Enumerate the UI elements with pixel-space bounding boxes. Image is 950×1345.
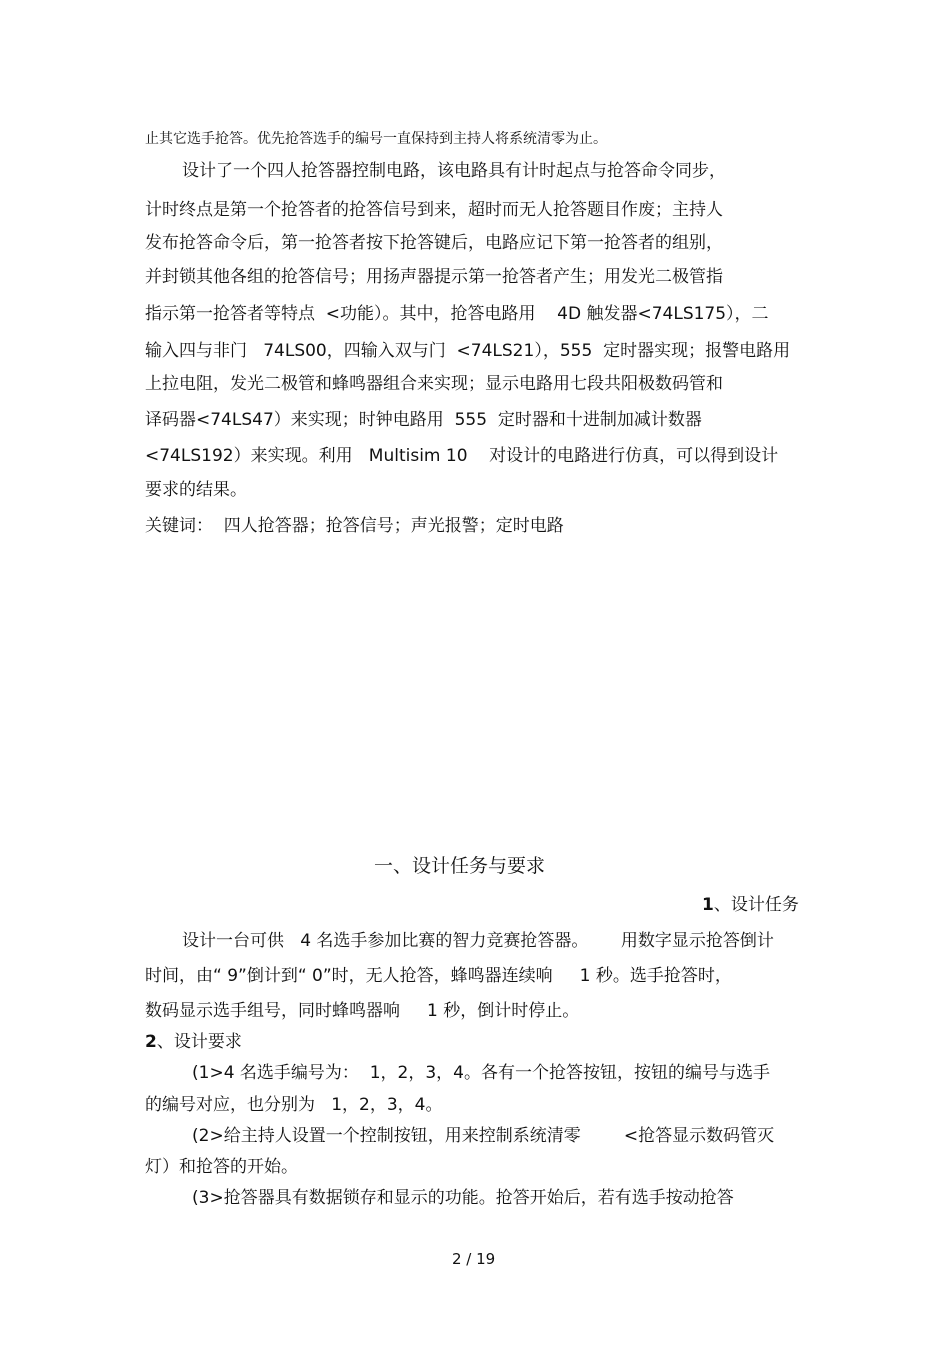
abstract-line-0: 止其它选手抢答。优先抢答选手的编号一直保持到主持人将系统清零为止。 (145, 131, 607, 147)
abstract-line-7: 上拉电阻，发光二极管和蜂鸣器组合来实现；显示电路用七段共阳极数码管和 (145, 374, 723, 394)
abstract-line-3: 发布抢答命令后，第一抢答者按下抢答键后，电路应记下第一抢答者的组别， (145, 233, 723, 253)
abstract-line-2: 计时终点是第一个抢答者的抢答信号到来，超时而无人抢答题目作废；主持人 (145, 200, 723, 220)
requirement-line-2: 的编号对应，也分别为 1，2，3，4。 (145, 1095, 443, 1115)
abstract-line-4: 并封锁其他各组的抢答信号；用扬声器提示第一抢答者产生；用发光二极管指 (145, 267, 723, 287)
task-line-2: 时间，由“ 9”倒计到“ 0”时，无人抢答，蜂鸣器连续响 1 秒。选手抢答时， (145, 966, 732, 986)
abstract-line-10: 要求的结果。 (145, 480, 247, 500)
requirements-heading-text: 、设计要求 (156, 1032, 242, 1052)
keywords: 关键词： 四人抢答器；抢答信号；声光报警；定时电路 (145, 516, 564, 536)
requirements-heading (145, 1031, 242, 1053)
task-line-3: 数码显示选手组号，同时蜂鸣器响 1 秒，倒计时停止。 (145, 1001, 580, 1021)
requirements-heading-number: 2 (145, 1032, 157, 1052)
requirement-line-4: 灯）和抢答的开始。 (145, 1157, 298, 1177)
task-heading-text: 、设计任务 (713, 895, 799, 915)
requirement-line-5: (3>抢答器具有数据锁存和显示的功能。抢答开始后，若有选手按动抢答 (192, 1188, 734, 1208)
section-title: 一、设计任务与要求 (374, 855, 546, 877)
abstract-line-1: 设计了一个四人抢答器控制电路，该电路具有计时起点与抢答命令同步， (182, 161, 726, 181)
task-line-1: 设计一台可供 4 名选手参加比赛的智力竞赛抢答器。 用数字显示抢答倒计 (182, 931, 774, 951)
task-heading-number: 1 (702, 895, 714, 915)
page-number: 2 / 19 (452, 1250, 496, 1268)
abstract-line-5: 指示第一抢答者等特点 <功能）。其中，抢答电路用 4D 触发器<74LS175），二 (145, 304, 769, 324)
abstract-line-8: 译码器<74LS47）来实现；时钟电路用 555 定时器和十进制加减计数器 (145, 410, 702, 430)
abstract-line-9: <74LS192）来实现。利用 Multisim 10 对设计的电路进行仿真，可以得到设计 (145, 446, 779, 466)
task-heading (702, 894, 799, 916)
requirement-line-1: (1>4 名选手编号为： 1，2，3，4。各有一个抢答按钮，按钮的编号与选手 (192, 1063, 770, 1083)
abstract-line-6: 输入四与非门 74LS00，四输入双与门 <74LS21），555 定时器实现；报警电路用 (145, 341, 791, 361)
requirement-line-3: (2>给主持人设置一个控制按钮，用来控制系统清零 <抢答显示数码管灭 (192, 1126, 775, 1146)
